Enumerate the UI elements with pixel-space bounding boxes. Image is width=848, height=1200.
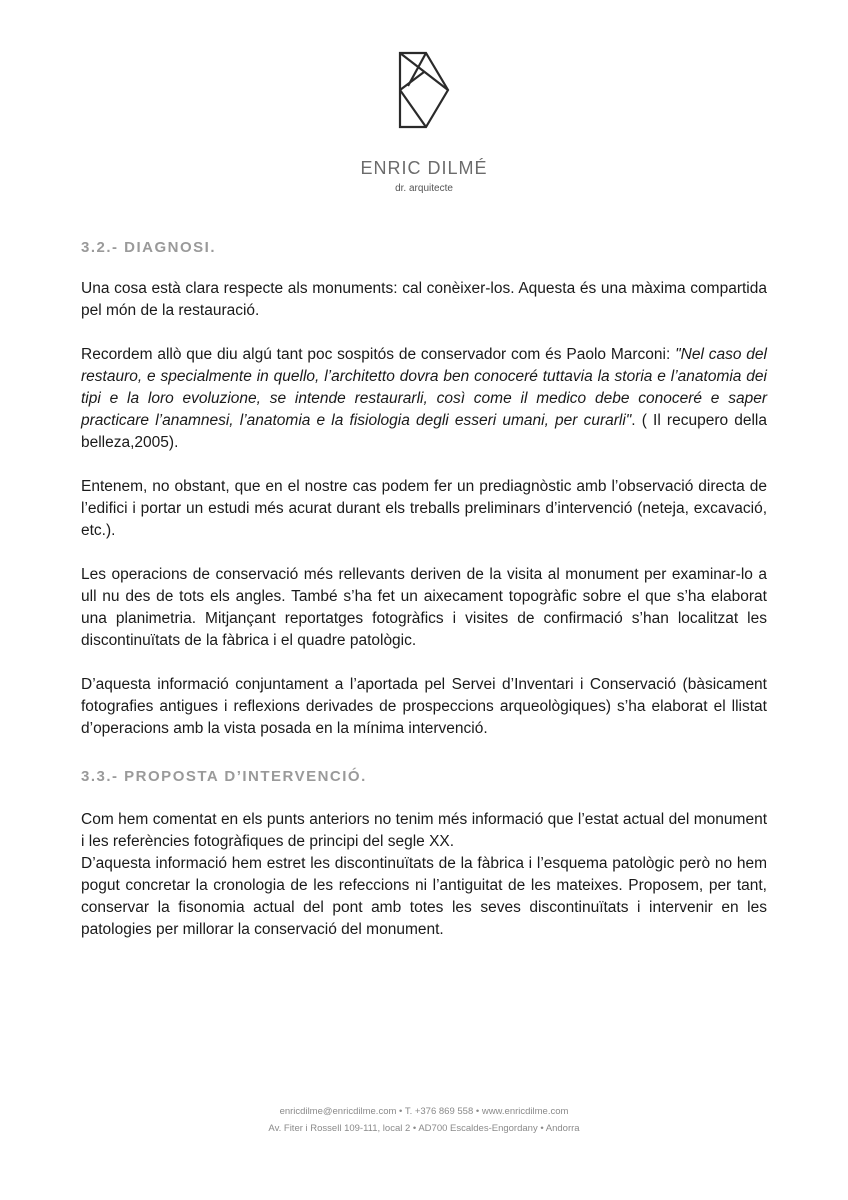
document-body <box>81 236 767 941</box>
paragraph: D’aquesta informació hem estret les discontinuïtats de la fàbrica i l’esquema patològic però no hem pogut concretar la cronologia de les refeccions ni l’antiguitat de les mateixes. Proposem, per tant, conservar la fisonomia actual del pont amb totes les seves discontinuïtats i intervenir en les patologies per millorar la conservació del monument. <box>81 855 767 938</box>
section-title-diagnosi: 3.2.- DIAGNOSI. <box>81 239 217 256</box>
italic-quote: "Nel caso del restauro, e specialmente in quello, l’architetto dovra ben conoceré tuttavia la storia e l’anatomia dei tipi e la loro evoluzione, se intende restaurarli, così come il medico debe conoceré e saper practicare l’anamnesi, l’anatomia e la fisiologia degli esseri umani, per curarli" <box>81 346 767 429</box>
paragraph: Entenem, no obstant, que en el nostre cas podem fer un prediagnòstic amb l’observació directa de l’edifici i portar un estudi més acurat durant els treballs preliminars d’intervenció (neteja, excavació, etc.). <box>81 478 767 539</box>
quote-intro: Recordem allò que diu algú tant poc sospitós de conservador com és Paolo Marconi: <box>81 346 676 363</box>
footer-contact-line: enricdilme@enricdilme.com • T. +376 869 558 • www.enricdilme.com <box>279 1106 569 1117</box>
paragraph: Com hem comentat en els punts anteriors no tenim més informació que l’estat actual del monument i les referències fotogràfiques de principi del segle XX. <box>81 811 767 850</box>
paragraph: Les operacions de conservació més rellevants deriven de la visita al monument per examinar-lo a ull nu des de tots els angles. També s’ha fet un aixecament topogràfic sobre el que s’ha elaborat una planimetria. Mitjançant reportatges fotogràfics i visites de confirmació s’han localitzat les discontinuïtats de la fàbrica i el quadre patològic. <box>81 566 767 649</box>
paragraph: Una cosa està clara respecte als monuments: cal conèixer-los. Aquesta és una màxima compartida pel món de la restauració. <box>81 280 767 319</box>
quote-reference: . ( Il recupero della belleza,2005). <box>81 412 768 451</box>
brand-subtitle: dr. arquitecte <box>395 183 453 194</box>
brand-name: ENRIC DILMÉ <box>360 158 488 178</box>
paragraph-quote-marconi <box>81 344 767 454</box>
footer-contact <box>0 1103 848 1137</box>
section-title-proposta: 3.3.- PROPOSTA D’INTERVENCIÓ. <box>81 768 367 785</box>
footer-address-line: Av. Fiter i Rossell 109-111, local 2 • AD700 Escaldes-Engordany • Andorra <box>268 1123 580 1134</box>
paragraph: D’aquesta informació conjuntament a l’aportada pel Servei d’Inventari i Conservació (bàsicament fotografies antigues i reflexions derivades de prospeccions arqueològiques) s’ha elaborat el llistat d’operacions amb la vista posada en la mínima intervenció. <box>81 676 767 737</box>
ed-monogram-logo-icon <box>396 50 452 130</box>
